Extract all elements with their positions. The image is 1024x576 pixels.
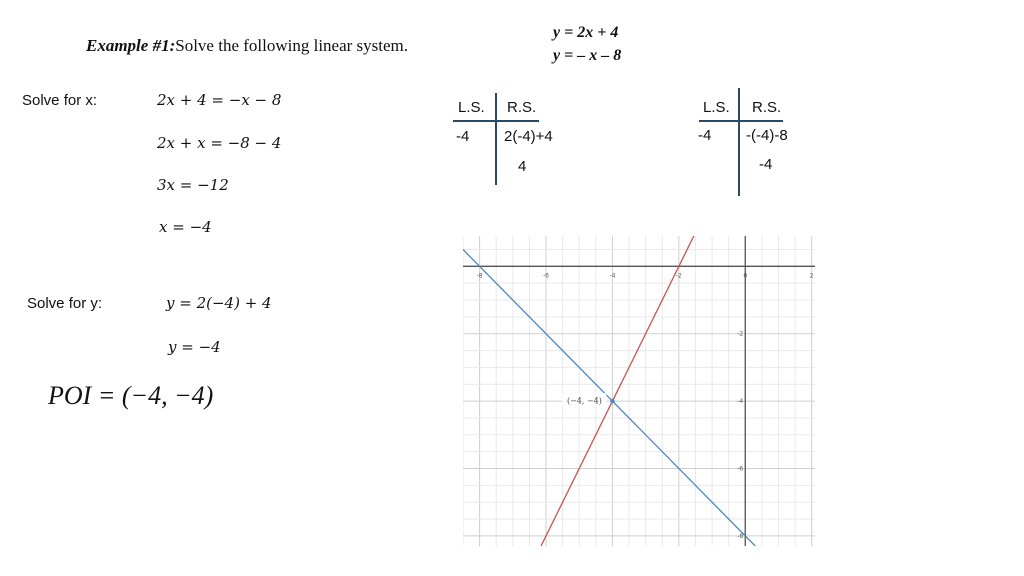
poi-text: POI = (−4, −4) xyxy=(48,381,214,410)
graph-grid xyxy=(463,236,815,546)
x-tick-label: 2 xyxy=(809,272,814,280)
x-tick-label: -2 xyxy=(675,272,682,280)
check1-ls-header: L.S. xyxy=(458,99,485,116)
solve-x-step-4: x = −4 xyxy=(159,218,212,236)
x-tick-label: -8 xyxy=(476,272,483,280)
system-eq1: y = 2x + 4 xyxy=(553,24,619,41)
example-label: Example #1: xyxy=(86,36,176,55)
check2-ls-value: -4 xyxy=(698,127,712,144)
x-tick-label: -4 xyxy=(609,272,616,280)
solve-y-label: Solve for y: xyxy=(27,295,103,312)
graph-lines xyxy=(463,236,755,546)
solve-x-label: Solve for x: xyxy=(22,92,98,109)
graph xyxy=(463,236,815,546)
poi-result xyxy=(48,381,213,411)
example-heading xyxy=(86,36,408,56)
check2-rs-line2: -4 xyxy=(759,156,773,173)
y-tick-label: -4 xyxy=(737,398,744,406)
x-tick-label: -6 xyxy=(543,272,550,280)
solve-x-step-3: 3x = −12 xyxy=(157,176,229,194)
y-tick-label: -2 xyxy=(737,330,744,338)
check1-ls-value: -4 xyxy=(456,128,470,145)
check2-vrule xyxy=(738,88,740,196)
check2-rs-header: R.S. xyxy=(752,99,782,116)
check1-rs-line2: 4 xyxy=(518,158,527,175)
y-tick-label: -6 xyxy=(737,465,744,473)
system-eq2: y = – x – 8 xyxy=(553,47,622,64)
solve-x-step-2: 2x + x = −8 − 4 xyxy=(157,134,282,152)
line-y-equals-neg-x-minus-8 xyxy=(463,249,755,546)
check1-rs-line1: 2(-4)+4 xyxy=(504,128,553,145)
solve-y-step-1: y = 2(−4) + 4 xyxy=(166,294,272,312)
check2-rs-line1: -(-4)-8 xyxy=(746,127,788,144)
x-tick-label: 0 xyxy=(743,272,748,280)
check2-ls-header: L.S. xyxy=(703,99,730,116)
check1-rs-header: R.S. xyxy=(507,99,537,116)
y-tick-label: -8 xyxy=(737,532,744,540)
check2-hrule xyxy=(699,120,783,122)
solve-y-step-2: y = −4 xyxy=(168,338,221,356)
example-instruction: Solve the following linear system. xyxy=(175,36,409,55)
intersection-label: (−4, −4) xyxy=(566,396,602,406)
solve-x-step-1: 2x + 4 = −x − 8 xyxy=(157,91,282,109)
intersection-point xyxy=(610,399,614,403)
line-y-equals-2x-plus-4 xyxy=(541,236,694,546)
check1-vrule xyxy=(495,93,497,185)
